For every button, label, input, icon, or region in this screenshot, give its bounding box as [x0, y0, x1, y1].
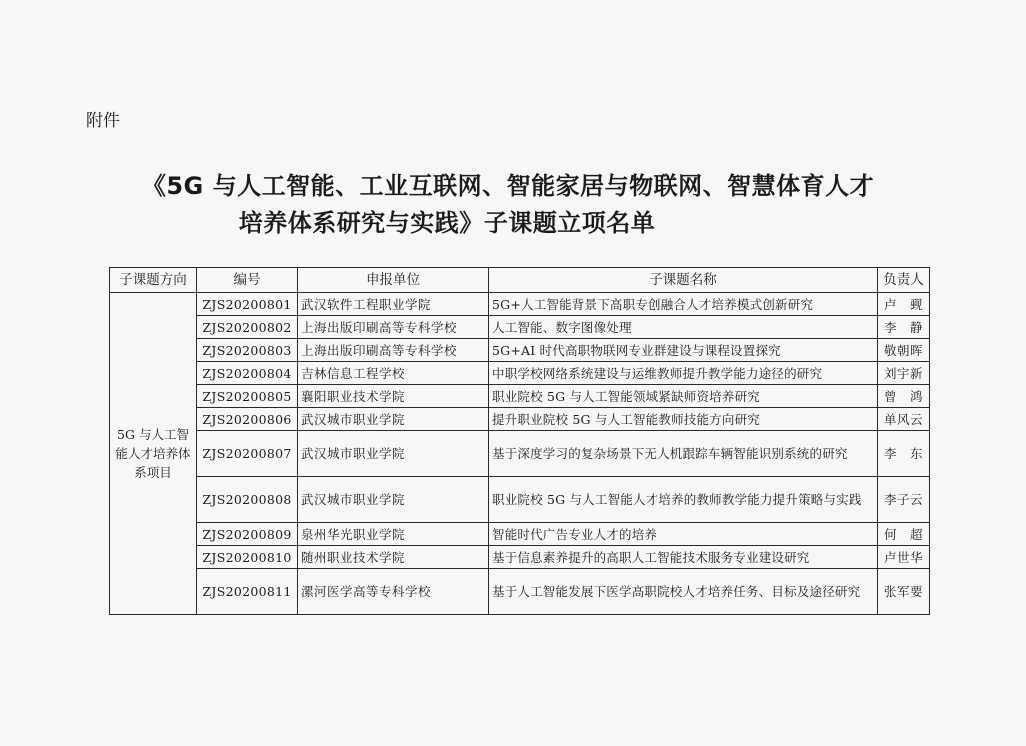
table-row — [110, 293, 930, 316]
table-row — [110, 339, 930, 362]
person-cell: 何 超 — [878, 523, 930, 546]
person-cell: 敬朝晖 — [878, 339, 930, 362]
unit-cell: 武汉城市职业学院 — [298, 477, 489, 523]
name-cell: 职业院校 5G 与人工智能领域紧缺师资培养研究 — [489, 385, 878, 408]
table-row — [110, 523, 930, 546]
person-cell: 单风云 — [878, 408, 930, 431]
code-cell: ZJS20200808 — [197, 477, 298, 523]
person-cell: 李子云 — [878, 477, 930, 523]
code-cell: ZJS20200811 — [197, 569, 298, 615]
code-cell: ZJS20200803 — [197, 339, 298, 362]
table-row — [110, 546, 930, 569]
table-row — [110, 316, 930, 339]
person-cell: 卢 觋 — [878, 293, 930, 316]
unit-cell: 武汉城市职业学院 — [298, 408, 489, 431]
person-cell: 李 东 — [878, 431, 930, 477]
column-header-person: 负责人 — [878, 268, 930, 293]
code-cell: ZJS20200802 — [197, 316, 298, 339]
unit-cell: 吉林信息工程学校 — [298, 362, 489, 385]
unit-cell: 漯河医学高等专科学校 — [298, 569, 489, 615]
project-list-table — [109, 267, 930, 615]
person-cell: 张军要 — [878, 569, 930, 615]
code-cell: ZJS20200806 — [197, 408, 298, 431]
unit-cell: 随州职业技术学院 — [298, 546, 489, 569]
person-cell: 刘宇新 — [878, 362, 930, 385]
table-row — [110, 569, 930, 615]
table-row — [110, 362, 930, 385]
column-header-direction: 子课题方向 — [110, 268, 197, 293]
code-cell: ZJS20200805 — [197, 385, 298, 408]
table-row — [110, 477, 930, 523]
person-cell: 曾 鸿 — [878, 385, 930, 408]
person-cell: 李 静 — [878, 316, 930, 339]
name-cell: 基于人工智能发展下医学高职院校人才培养任务、目标及途径研究 — [489, 569, 878, 615]
column-header-code: 编号 — [197, 268, 298, 293]
person-cell: 卢世华 — [878, 546, 930, 569]
code-cell: ZJS20200807 — [197, 431, 298, 477]
unit-cell: 襄阳职业技术学院 — [298, 385, 489, 408]
table-row — [110, 431, 930, 477]
name-cell: 基于深度学习的复杂场景下无人机跟踪车辆智能识别系统的研究 — [489, 431, 878, 477]
name-cell: 基于信息素养提升的高职人工智能技术服务专业建设研究 — [489, 546, 878, 569]
table-row — [110, 385, 930, 408]
unit-cell: 武汉城市职业学院 — [298, 431, 489, 477]
column-header-unit: 申报单位 — [298, 268, 489, 293]
name-cell: 5G+AI 时代高职物联网专业群建设与课程设置探究 — [489, 339, 878, 362]
unit-cell: 上海出版印刷高等专科学校 — [298, 316, 489, 339]
title-line-2: 培养体系研究与实践》子课题立项名单 — [238, 209, 656, 237]
unit-cell: 上海出版印刷高等专科学校 — [298, 339, 489, 362]
code-cell: ZJS20200809 — [197, 523, 298, 546]
name-cell: 职业院校 5G 与人工智能人才培养的教师教学能力提升策略与实践 — [489, 477, 878, 523]
attachment-label: 附件 — [86, 111, 120, 131]
title-line-1: 《5G 与人工智能、工业互联网、智能家居与物联网、智慧体育人才 — [141, 172, 875, 200]
table-row — [110, 408, 930, 431]
direction-cell: 5G 与人工智能人才培养体系项目 — [110, 293, 197, 615]
unit-cell: 武汉软件工程职业学院 — [298, 293, 489, 316]
name-cell: 人工智能、数字图像处理 — [489, 316, 878, 339]
document-title — [0, 168, 1026, 242]
name-cell: 提升职业院校 5G 与人工智能教师技能方向研究 — [489, 408, 878, 431]
table-header-row — [110, 268, 930, 293]
code-cell: ZJS20200810 — [197, 546, 298, 569]
unit-cell: 泉州华光职业学院 — [298, 523, 489, 546]
code-cell: ZJS20200804 — [197, 362, 298, 385]
code-cell: ZJS20200801 — [197, 293, 298, 316]
name-cell: 5G+人工智能背景下高职专创融合人才培养模式创新研究 — [489, 293, 878, 316]
name-cell: 中职学校网络系统建设与运维教师提升教学能力途径的研究 — [489, 362, 878, 385]
name-cell: 智能时代广告专业人才的培养 — [489, 523, 878, 546]
column-header-name: 子课题名称 — [489, 268, 878, 293]
